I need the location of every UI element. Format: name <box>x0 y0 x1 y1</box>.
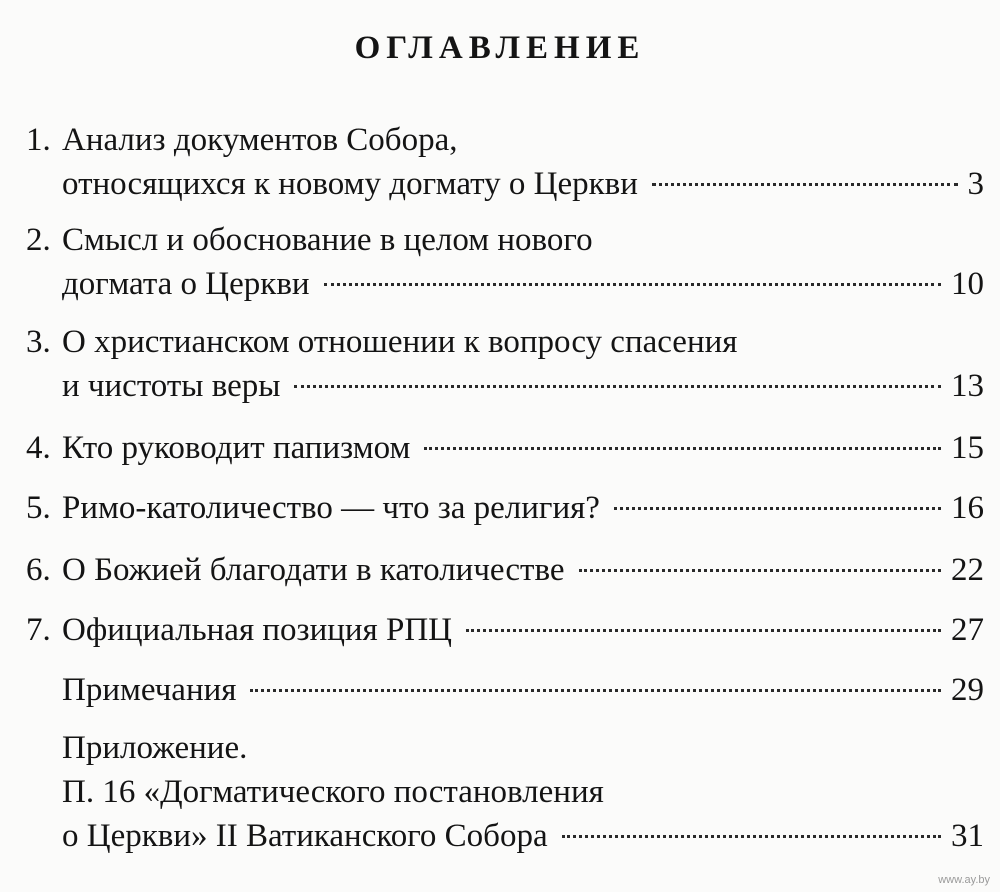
dot-leader <box>579 569 942 572</box>
dot-leader <box>652 183 958 186</box>
entry-page-number: 13 <box>951 368 984 404</box>
entry-number: 2. <box>26 222 51 258</box>
entry-number: 5. <box>26 490 51 526</box>
dot-leader <box>250 689 941 692</box>
entry-number: 6. <box>26 552 51 588</box>
toc-entry-appendix <box>26 726 984 858</box>
entry-page-number: 29 <box>951 672 984 708</box>
entry-title-line: Приложение. <box>62 730 248 766</box>
entry-page-number: 3 <box>967 166 984 202</box>
entry-title-line: П. 16 «Догматического постановления <box>62 774 604 810</box>
entry-page-number: 27 <box>951 612 984 648</box>
table-of-contents <box>26 118 984 858</box>
toc-entry-6 <box>26 548 984 608</box>
dot-leader <box>466 629 941 632</box>
page-title: ОГЛАВЛЕНИЕ <box>354 30 646 66</box>
toc-entry-5 <box>26 486 984 548</box>
toc-entry-1 <box>26 118 984 218</box>
entry-title-line: Анализ документов Собора, <box>62 122 458 158</box>
entry-title-line: Кто руководит папизмом <box>62 430 411 466</box>
entry-number: 4. <box>26 430 51 466</box>
toc-entry-notes <box>26 668 984 726</box>
entry-page-number: 15 <box>951 430 984 466</box>
watermark: www.ay.by <box>938 874 990 886</box>
entry-page-number: 16 <box>951 490 984 526</box>
entry-title-line: относящихся к новому догмату о Церкви <box>62 166 638 202</box>
toc-entry-7 <box>26 608 984 668</box>
entry-number: 7. <box>26 612 51 648</box>
dot-leader <box>614 507 941 510</box>
dot-leader <box>324 283 941 286</box>
entry-title-line: и чистоты веры <box>62 368 281 404</box>
entry-title-line: Римо-католичество — что за религия? <box>62 490 600 526</box>
toc-entry-3 <box>26 320 984 426</box>
entry-number: 3. <box>26 324 51 360</box>
dot-leader <box>562 835 941 838</box>
entry-title-line: Официальная позиция РПЦ <box>62 612 453 648</box>
entry-title-line: О Божией благодати в католичестве <box>62 552 565 588</box>
entry-title-line: о Церкви» II Ватиканского Собора <box>62 818 548 854</box>
entry-title-line: Примечания <box>62 672 237 708</box>
toc-entry-4 <box>26 426 984 486</box>
toc-entry-2 <box>26 218 984 320</box>
entry-page-number: 31 <box>951 818 984 854</box>
entry-title-line: О христианском отношении к вопросу спасения <box>62 324 738 360</box>
dot-leader <box>424 447 941 450</box>
entry-title-line: догмата о Церкви <box>62 266 310 302</box>
dot-leader <box>294 385 941 388</box>
entry-number: 1. <box>26 122 51 158</box>
entry-page-number: 10 <box>951 266 984 302</box>
entry-page-number: 22 <box>951 552 984 588</box>
entry-title-line: Смысл и обоснование в целом нового <box>62 222 593 258</box>
